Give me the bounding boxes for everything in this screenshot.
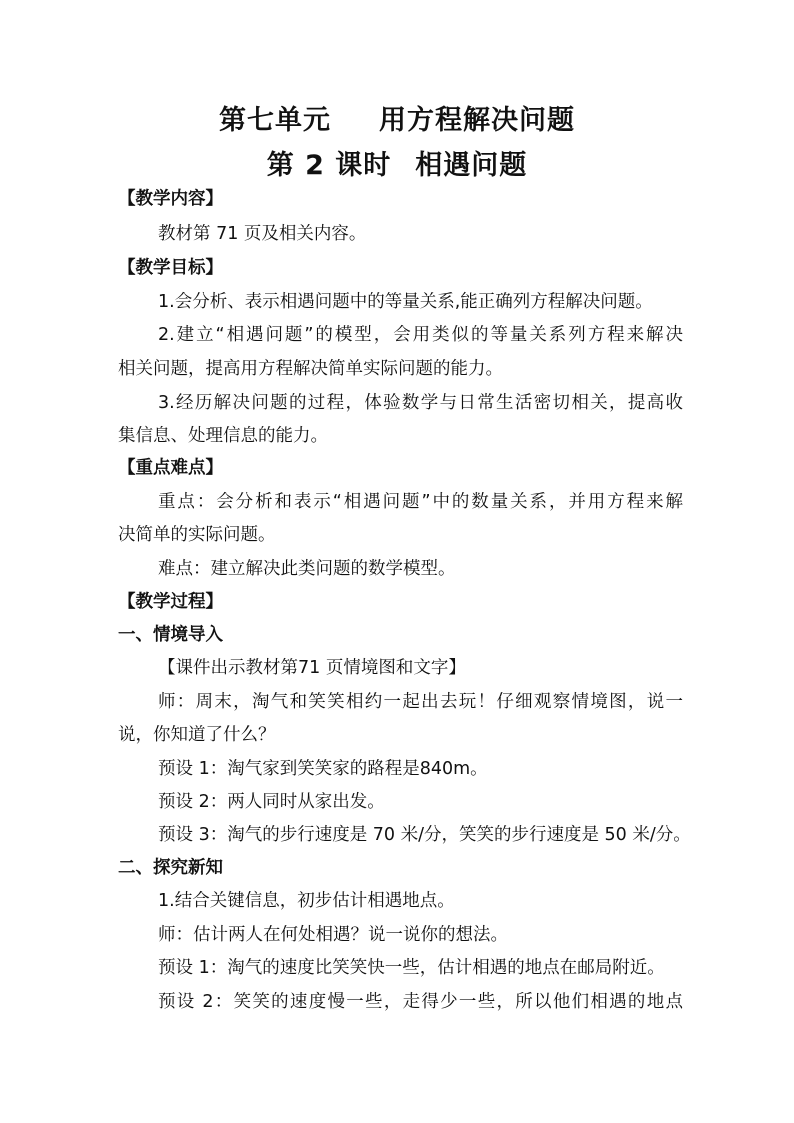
lesson-name: 相遇问题 xyxy=(415,150,528,181)
lesson-title xyxy=(0,143,794,182)
step-1-line-5: 预设 3：淘气的步行速度是 70 米/分，笑笑的步行速度是 50 米/分。 xyxy=(158,825,691,845)
goal-3-line-2: 集信息、处理信息的能力。 xyxy=(118,426,328,446)
keypoint-2: 难点：建立解决此类问题的数学模型。 xyxy=(158,559,456,579)
goal-1: 1.会分析、表示相遇问题中的等量关系,能正确列方程解决问题。 xyxy=(158,292,653,312)
unit-label: 第七单元 xyxy=(219,105,331,136)
step-2-line-2: 师：估计两人在何处相遇？说一说你的想法。 xyxy=(158,925,508,945)
step-1-line-3: 预设 1：淘气家到笑笑家的路程是840m。 xyxy=(158,759,488,779)
unit-topic: 用方程解决问题 xyxy=(379,105,575,136)
section-heading-goals: 【教学目标】 xyxy=(118,258,223,278)
step-2-heading: 二、探究新知 xyxy=(118,858,223,878)
keypoint-1-line-2: 决简单的实际问题。 xyxy=(118,525,276,545)
goal-2-line-2: 相关问题，提高用方程解决简单实际问题的能力。 xyxy=(118,359,503,379)
section-heading-content: 【教学内容】 xyxy=(118,189,223,209)
goal-2-line-1: 2.建立“相遇问题”的模型，会用类似的等量关系列方程来解决 xyxy=(158,325,683,345)
step-1-heading: 一、情境导入 xyxy=(118,625,223,645)
step-1-line-1: 【课件出示教材第71 页情境图和文字】 xyxy=(158,658,466,678)
step-1-line-2b: 说，你知道了什么？ xyxy=(118,725,276,745)
section-heading-process: 【教学过程】 xyxy=(118,592,223,612)
step-1-line-4: 预设 2：两人同时从家出发。 xyxy=(158,792,385,812)
step-2-line-4: 预设 2：笑笑的速度慢一些，走得少一些，所以他们相遇的地点 xyxy=(158,992,683,1012)
goal-3-line-1: 3.经历解决问题的过程，体验数学与日常生活密切相关，提高收 xyxy=(158,393,683,413)
step-2-line-1: 1.结合关键信息，初步估计相遇地点。 xyxy=(158,891,455,911)
keypoint-1-line-1: 重点：会分析和表示“相遇问题”中的数量关系，并用方程来解 xyxy=(158,492,683,512)
lesson-number: 第 2 课时 xyxy=(266,150,392,181)
section-heading-keypoints: 【重点难点】 xyxy=(118,458,223,478)
step-2-line-3: 预设 1：淘气的速度比笑笑快一些，估计相遇的地点在邮局附近。 xyxy=(158,958,665,978)
step-1-line-2a: 师：周末，淘气和笑笑相约一起出去玩！仔细观察情境图，说一 xyxy=(158,692,683,712)
content-text: 教材第 71 页及相关内容。 xyxy=(158,224,367,244)
unit-title xyxy=(0,98,794,137)
